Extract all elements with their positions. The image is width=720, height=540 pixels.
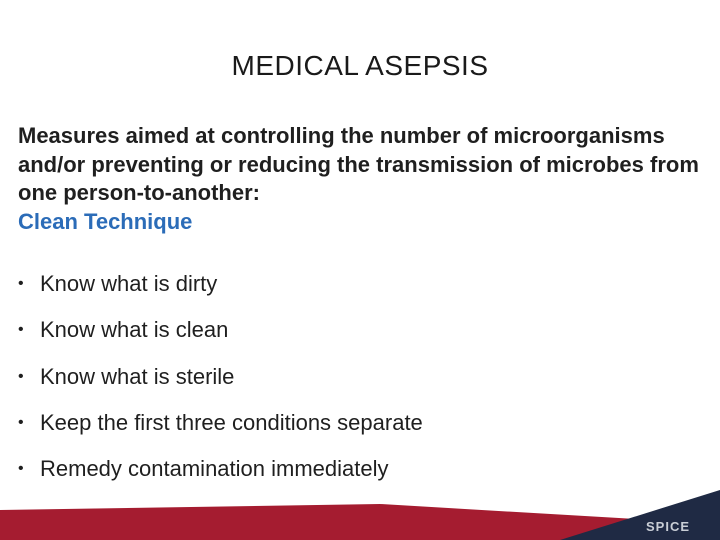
bullet-glyph: • xyxy=(18,321,24,339)
bullet-item xyxy=(18,361,698,407)
footer-decoration xyxy=(0,470,720,540)
bullet-text: Know what is sterile xyxy=(40,363,235,389)
bullet-glyph: • xyxy=(18,460,24,478)
clean-technique-heading: Clean Technique xyxy=(18,208,193,234)
bullet-text: Remedy contamination immediately xyxy=(40,456,389,482)
slide-title: MEDICAL ASEPSIS xyxy=(231,50,489,81)
spice-logo: SPICE xyxy=(645,519,690,534)
intro-paragraph xyxy=(18,122,708,236)
bullet-item xyxy=(18,268,698,314)
bullet-glyph: • xyxy=(18,367,24,385)
intro-text: Measures aimed at controlling the number of microorganisms and/or preventing or reducing the transmission of microbes from one person-to-another: xyxy=(18,123,699,205)
bullet-glyph: • xyxy=(18,275,24,292)
bullet-item xyxy=(18,314,698,360)
bullet-text: Keep the first three conditions separate xyxy=(40,409,423,435)
bullet-list xyxy=(18,268,698,499)
footer-navy-band xyxy=(560,490,720,540)
bullet-item xyxy=(18,407,698,453)
bullet-text: Know what is clean xyxy=(40,317,229,343)
bullet-glyph: • xyxy=(18,413,24,431)
bullet-text: Know what is dirty xyxy=(40,271,218,296)
